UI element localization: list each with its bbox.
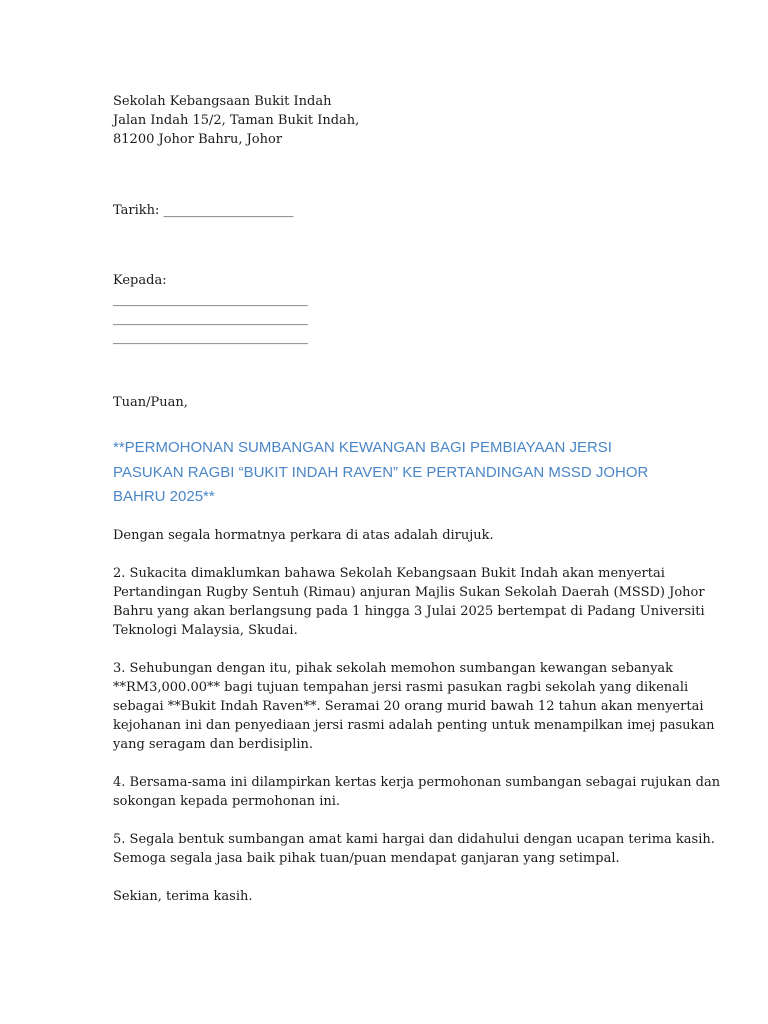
subject-heading xyxy=(113,436,658,510)
subject-line-2: PASUKAN RAGBI “BUKIT INDAH RAVEN” KE PERTANDINGAN MSSD JOHOR xyxy=(113,463,649,481)
paragraph-4-line-1: 4. Bersama-sama ini dilampirkan kertas kerja permohonan sumbangan sebagai rujukan dan xyxy=(113,774,721,790)
paragraph-3-line-2: **RM3,000.00** bagi tujuan tempahan jersi rasmi pasukan ragbi sekolah yang dikenali xyxy=(113,679,689,695)
date-block xyxy=(113,201,658,220)
paragraph-4 xyxy=(113,773,721,811)
subject-line-1: **PERMOHONAN SUMBANGAN KEWANGAN BAGI PEMBIAYAAN JERSI xyxy=(113,439,612,456)
paragraph-1 xyxy=(113,526,658,545)
recipient-line-3: ______________________________ xyxy=(113,330,308,345)
paragraph-3-line-4: kejohanan ini dan penyediaan jersi rasmi adalah penting untuk menampilkan imej pasukan xyxy=(113,717,715,733)
salutation-block xyxy=(113,393,658,412)
paragraph-2-line-3: Bahru yang akan berlangsung pada 1 hingga 3 Julai 2025 bertempat di Padang Universiti xyxy=(113,603,705,619)
paragraph-5 xyxy=(113,830,715,868)
paragraph-3-line-3: sebagai **Bukit Indah Raven**. Seramai 20 orang murid bawah 12 tahun akan menyertai xyxy=(113,698,704,714)
paragraph-1-line-1: Dengan segala hormatnya perkara di atas adalah dirujuk. xyxy=(113,527,494,543)
salutation: Tuan/Puan, xyxy=(113,395,188,410)
recipient-line-2: ______________________________ xyxy=(113,311,308,326)
paragraph-3 xyxy=(113,659,715,754)
paragraph-4-line-2: sokongan kepada permohonan ini. xyxy=(113,793,341,809)
recipient-label: Kepada: xyxy=(113,273,167,288)
sender-block xyxy=(113,92,658,149)
closing-block xyxy=(113,887,658,906)
date-line: Tarikh: ____________________ xyxy=(113,203,294,218)
paragraph-5-line-1: 5. Segala bentuk sumbangan amat kami hargai dan didahului dengan ucapan terima kasih. xyxy=(113,831,715,847)
closing: Sekian, terima kasih. xyxy=(113,888,253,904)
paragraph-2-line-4: Teknologi Malaysia, Skudai. xyxy=(113,622,298,638)
paragraph-3-line-1: 3. Sehubungan dengan itu, pihak sekolah memohon sumbangan kewangan sebanyak xyxy=(113,660,674,676)
paragraph-2-line-2: Pertandingan Rugby Sentuh (Rimau) anjuran Majlis Sukan Sekolah Daerah (MSSD) Johor xyxy=(113,584,705,600)
paragraph-3-line-5: yang seragam dan berdisiplin. xyxy=(113,736,314,752)
recipient-block xyxy=(113,271,658,347)
letter-body xyxy=(113,92,721,906)
sender-address-line-1: Jalan Indah 15/2, Taman Bukit Indah, xyxy=(113,113,360,128)
paragraph-2-line-1: 2. Sukacita dimaklumkan bahawa Sekolah Kebangsaan Bukit Indah akan menyertai xyxy=(113,565,665,581)
paragraph-5-line-2: Semoga segala jasa baik pihak tuan/puan mendapat ganjaran yang setimpal. xyxy=(113,850,620,866)
recipient-line-1: ______________________________ xyxy=(113,292,308,307)
sender-name: Sekolah Kebangsaan Bukit Indah xyxy=(113,94,332,109)
subject-line-3: BAHRU 2025** xyxy=(113,488,215,505)
sender-address-line-2: 81200 Johor Bahru, Johor xyxy=(113,132,283,147)
paragraph-2 xyxy=(113,564,705,640)
